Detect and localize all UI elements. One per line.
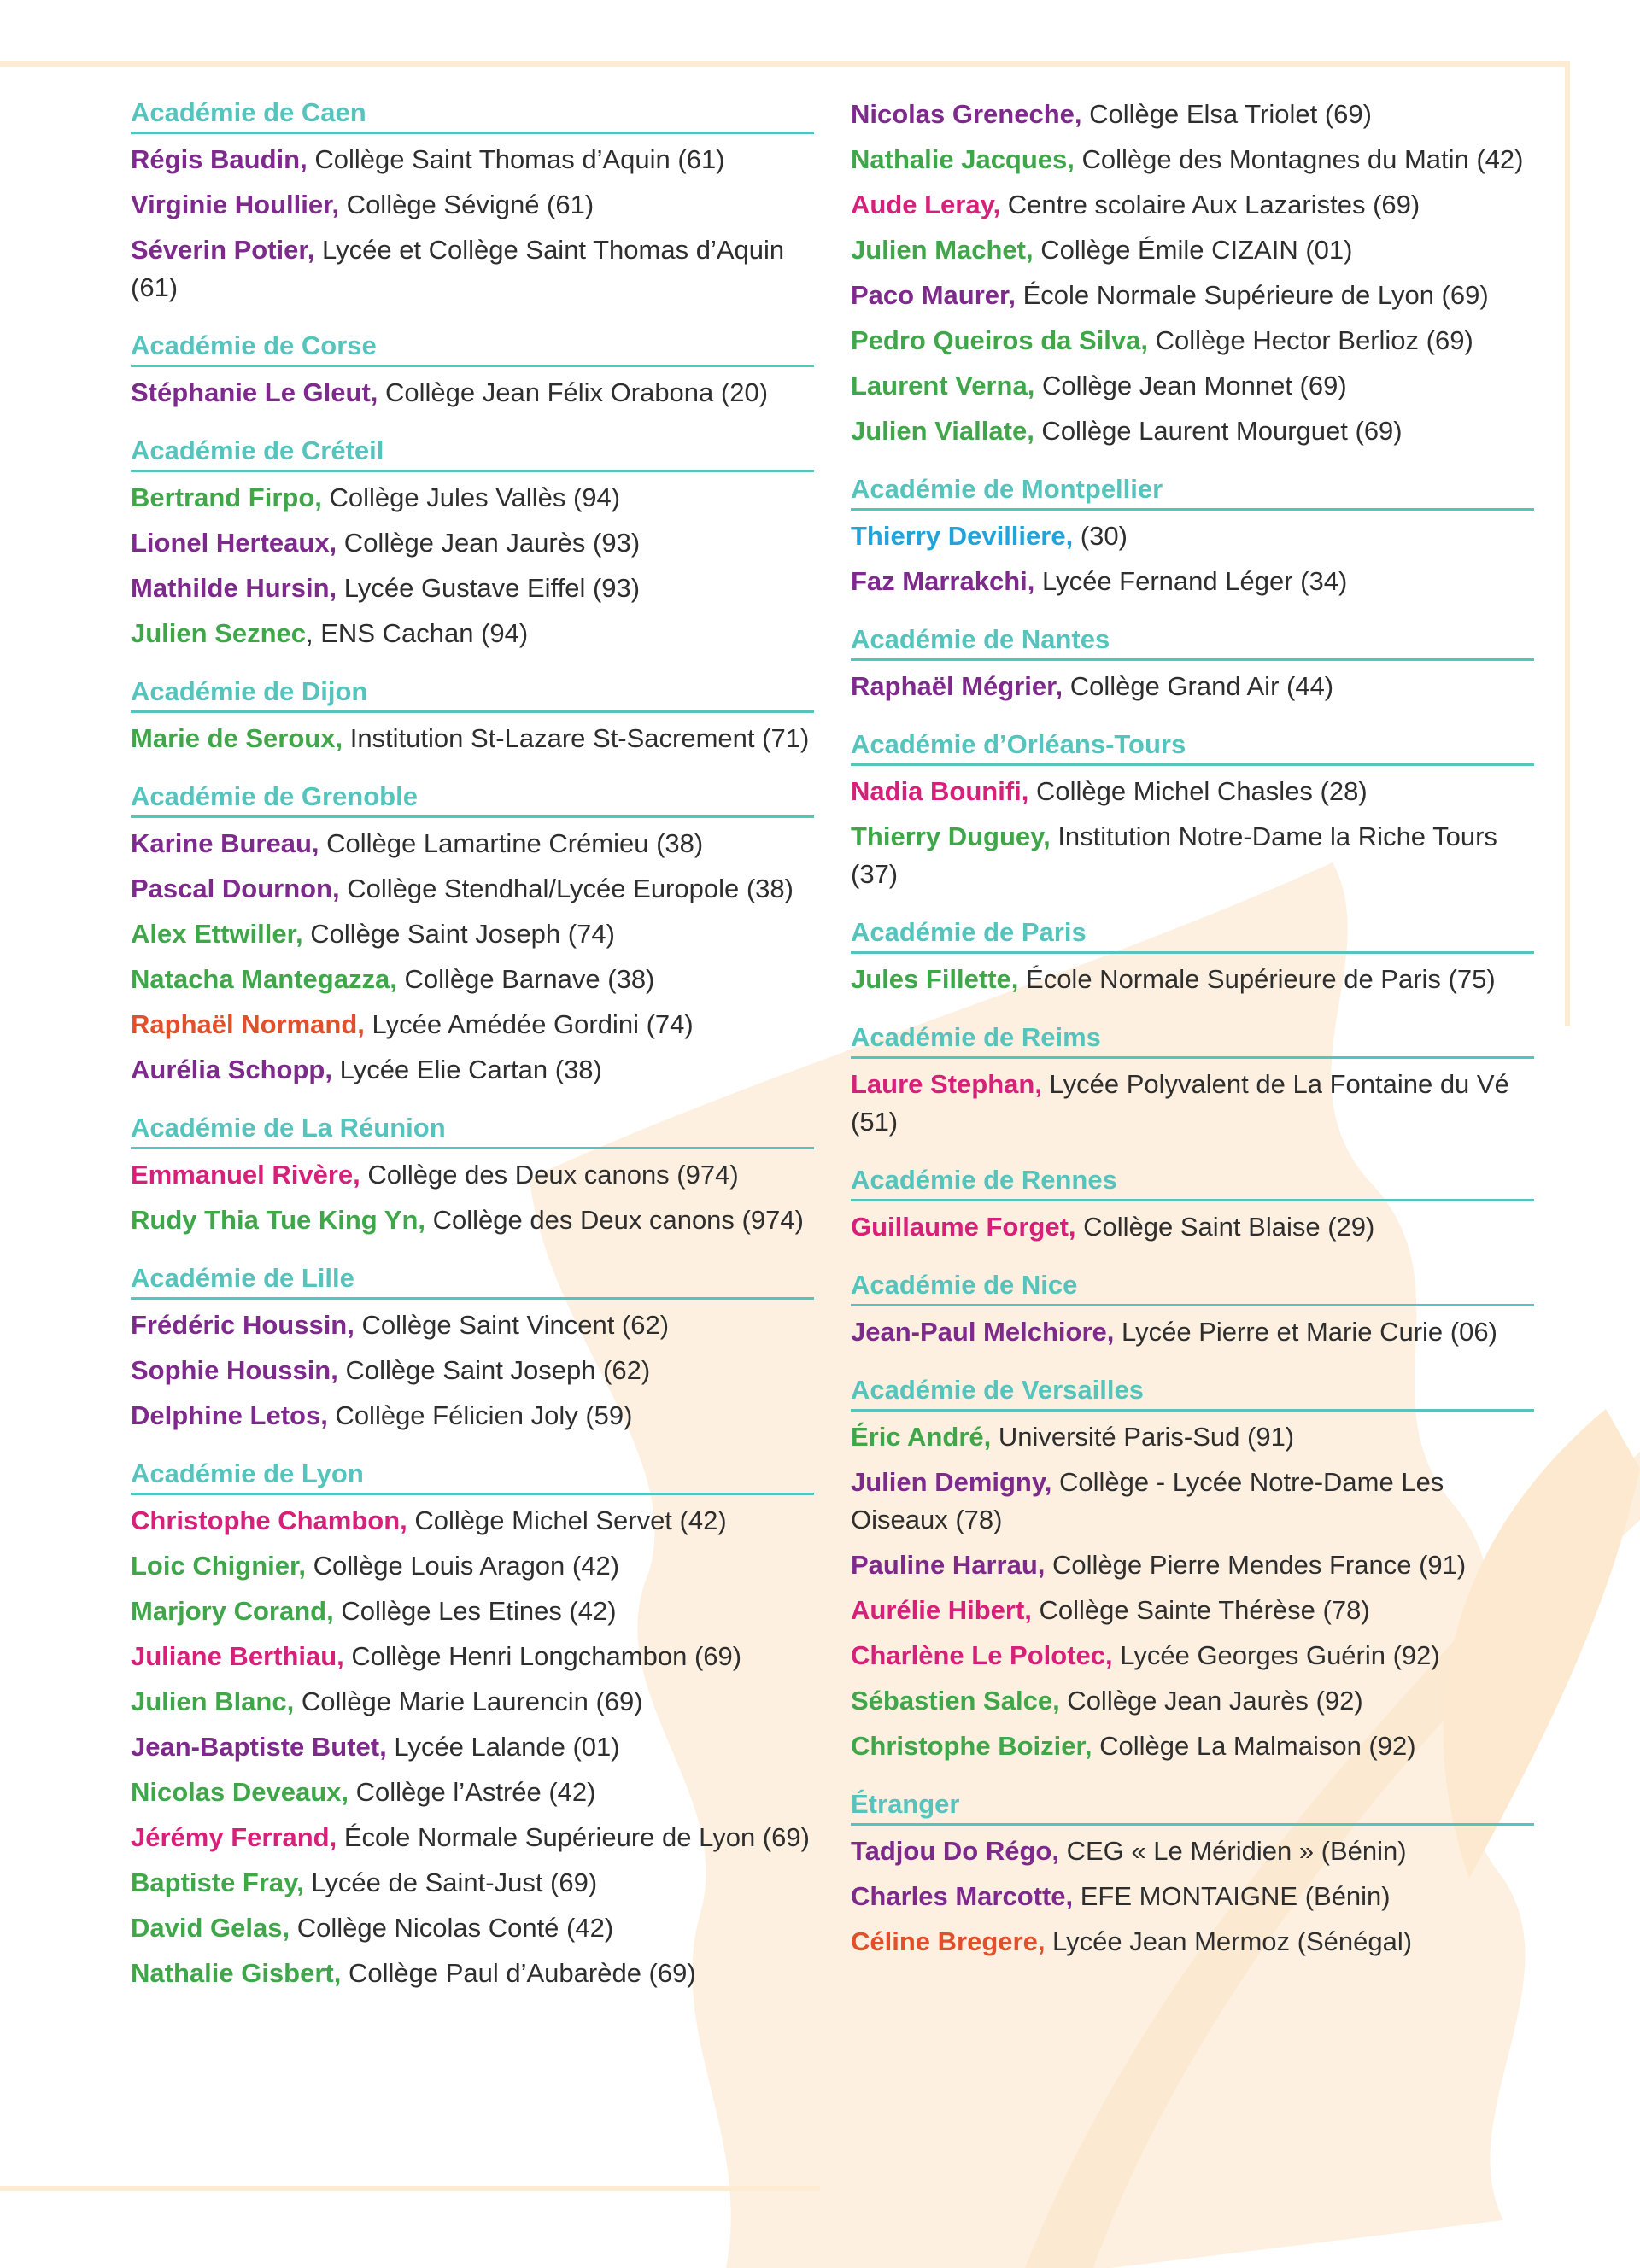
academy-section <box>851 1163 1534 1246</box>
participant-name: Christophe Boizier, <box>851 1731 1092 1761</box>
participant-entry <box>131 479 814 517</box>
participant-name: Charles Marcotte, <box>851 1881 1074 1911</box>
participant-entry <box>851 563 1534 600</box>
participant-entry <box>131 524 814 562</box>
participant-name: Sophie Houssin, <box>131 1355 338 1385</box>
participant-name: Aurélia Schopp, <box>131 1055 332 1084</box>
institution-text: École Normale Supérieure de Lyon (69) <box>337 1822 810 1852</box>
participant-name: Charlène Le Polotec, <box>851 1640 1113 1670</box>
academy-section <box>131 780 814 1089</box>
institution-text: Lycée Fernand Léger (34) <box>1034 566 1348 596</box>
institution-text: Collège des Deux canons (974) <box>360 1160 739 1190</box>
participant-name: Delphine Letos, <box>131 1400 328 1430</box>
institution-text: Lycée et Collège Saint Thomas d’Aquin (61) <box>131 235 785 302</box>
institution-text: École Normale Supérieure de Lyon (69) <box>1015 280 1489 310</box>
participant-name: Laurent Verna, <box>851 371 1035 400</box>
academy-section <box>851 915 1534 998</box>
institution-text: Collège La Malmaison (92) <box>1092 1731 1416 1761</box>
participant-entry <box>131 915 814 953</box>
section-heading: Académie de Créteil <box>131 434 814 472</box>
participant-entry <box>131 374 814 412</box>
institution-text: Collège Hector Berlioz (69) <box>1148 325 1473 355</box>
section-heading: Académie de Nantes <box>851 623 1534 661</box>
participant-entry <box>131 1728 814 1766</box>
institution-text: Université Paris-Sud (91) <box>991 1422 1295 1452</box>
participant-name: Emmanuel Rivère, <box>131 1160 360 1190</box>
participant-entry <box>131 186 814 224</box>
participant-entry <box>851 961 1534 998</box>
institution-text: Collège Jean Monnet (69) <box>1034 371 1347 400</box>
participant-name: Éric André, <box>851 1422 992 1452</box>
institution-text: Collège Sévigné (61) <box>339 190 594 219</box>
participant-entry <box>131 961 814 998</box>
section-heading: Étranger <box>851 1787 1534 1826</box>
participant-name: Christophe Chambon, <box>131 1505 407 1535</box>
section-heading: Académie d’Orléans-Tours <box>851 728 1534 766</box>
left-column <box>131 96 814 2014</box>
institution-text: Collège Sainte Thérèse (78) <box>1031 1595 1370 1625</box>
participant-entry <box>131 1638 814 1675</box>
academy-section <box>131 434 814 652</box>
participant-name: Bertrand Firpo, <box>131 482 322 512</box>
participant-name: Céline Bregere, <box>851 1926 1046 1956</box>
participant-entry <box>131 570 814 607</box>
institution-text: Institution Notre-Dame la Riche Tours (37) <box>851 821 1497 889</box>
participant-name: Guillaume Forget, <box>851 1212 1076 1242</box>
institution-text: Lycée Elie Cartan (38) <box>331 1055 602 1084</box>
institution-text: Collège Félicien Joly (59) <box>327 1400 633 1430</box>
participant-entry <box>851 1727 1534 1765</box>
institution-text: Collège - Lycée Notre-Dame Les Oiseaux (78) <box>851 1467 1444 1534</box>
institution-text: Collège Stendhal/Lycée Europole (38) <box>339 874 794 903</box>
institution-text: Collège des Deux canons (974) <box>425 1205 804 1235</box>
participant-name: Thierry Devilliere, <box>851 521 1074 551</box>
participant-name: Juliane Berthiau, <box>131 1641 344 1671</box>
academy-section <box>851 472 1534 600</box>
participant-entry <box>131 1547 814 1585</box>
participant-entry <box>131 720 814 757</box>
institution-text: Lycée Pierre et Marie Curie (06) <box>1114 1317 1497 1347</box>
participant-name: Jean-Paul Melchiore, <box>851 1317 1115 1347</box>
institution-text: Centre scolaire Aux Lazaristes (69) <box>1000 190 1420 219</box>
participant-name: Julien Seznec <box>131 618 307 648</box>
participant-name: Laure Stephan, <box>851 1069 1042 1099</box>
institution-text: Collège Lamartine Crémieu (38) <box>319 828 704 858</box>
participant-entry <box>851 412 1534 450</box>
institution-text: Collège Barnave (38) <box>396 964 655 994</box>
participant-name: Tadjou Do Régo, <box>851 1836 1059 1866</box>
participant-name: Raphaël Normand, <box>131 1009 365 1039</box>
participant-name: Raphaël Mégrier, <box>851 671 1063 701</box>
participant-entry <box>851 1418 1534 1456</box>
participant-name: Pedro Queiros da Silva, <box>851 325 1149 355</box>
participant-entry <box>851 818 1534 893</box>
institution-text: Lycée Gustave Eiffel (93) <box>337 573 641 603</box>
participant-entry <box>851 96 1534 133</box>
participant-name: Faz Marrakchi, <box>851 566 1035 596</box>
frame-top-border <box>0 61 1570 67</box>
academy-section <box>851 623 1534 705</box>
participant-entry <box>851 231 1534 269</box>
participant-entry <box>851 1923 1534 1961</box>
institution-text: Collège Henri Longchambon (69) <box>343 1641 742 1671</box>
section-heading: Académie de Reims <box>851 1020 1534 1059</box>
participant-entry <box>851 186 1534 224</box>
participant-entry <box>131 870 814 908</box>
academy-section <box>131 675 814 757</box>
participant-name: Paco Maurer, <box>851 280 1016 310</box>
participant-name: Pascal Dournon, <box>131 874 340 903</box>
participant-entry <box>851 1878 1534 1915</box>
participant-name: Pauline Harrau, <box>851 1550 1046 1580</box>
participant-name: Jérémy Ferrand, <box>131 1822 337 1852</box>
institution-text: Collège l’Astrée (42) <box>348 1777 596 1807</box>
section-heading: Académie de Lyon <box>131 1457 814 1495</box>
section-heading: Académie de La Réunion <box>131 1111 814 1149</box>
institution-text: Lycée Lalande (01) <box>386 1732 620 1762</box>
participant-entry <box>851 668 1534 705</box>
participant-entry <box>131 1352 814 1389</box>
participant-entry <box>131 1397 814 1435</box>
participant-entry <box>131 1819 814 1856</box>
participant-name: Nathalie Jacques, <box>851 144 1075 174</box>
section-heading: Académie de Caen <box>131 96 814 134</box>
participant-name: Nathalie Gisbert, <box>131 1958 342 1988</box>
institution-text: (30) <box>1073 521 1128 551</box>
academy-section <box>851 1373 1534 1765</box>
academy-section <box>131 96 814 307</box>
section-heading: Académie de Dijon <box>131 675 814 713</box>
institution-text: Collège Émile CIZAIN (01) <box>1033 235 1353 265</box>
participant-entry <box>131 1502 814 1540</box>
institution-text: Collège Saint Joseph (74) <box>302 919 615 949</box>
participant-entry <box>131 1909 814 1947</box>
participant-entry <box>131 825 814 862</box>
participant-entry <box>851 1464 1534 1539</box>
participant-entry <box>131 231 814 307</box>
participant-entry <box>131 1864 814 1902</box>
participant-entry <box>131 1156 814 1194</box>
institution-text: Collège Les Etines (42) <box>333 1596 617 1626</box>
institution-text: Lycée de Saint-Just (69) <box>303 1868 598 1897</box>
institution-text: Collège Paul d’Aubarède (69) <box>341 1958 696 1988</box>
participant-entry <box>131 615 814 652</box>
institution-text: Lycée Amédée Gordini (74) <box>364 1009 694 1039</box>
participant-entry <box>131 141 814 178</box>
participant-entry <box>851 1592 1534 1629</box>
participant-entry <box>851 1066 1534 1141</box>
participant-name: Nicolas Deveaux, <box>131 1777 349 1807</box>
academy-section <box>851 1268 1534 1351</box>
institution-text: Collège Michel Chasles (28) <box>1028 776 1368 806</box>
participant-name: Séverin Potier, <box>131 235 315 265</box>
participant-entry <box>131 1593 814 1630</box>
academy-section <box>131 1457 814 1992</box>
section-heading: Académie de Rennes <box>851 1163 1534 1201</box>
institution-text: Collège Marie Laurencin (69) <box>294 1686 643 1716</box>
academy-section <box>851 1020 1534 1141</box>
participant-name: Rudy Thia Tue King Yn, <box>131 1205 426 1235</box>
institution-text: Collège Nicolas Conté (42) <box>290 1913 614 1943</box>
participant-name: Nicolas Greneche, <box>851 99 1082 129</box>
section-heading: Académie de Nice <box>851 1268 1534 1306</box>
participant-entry <box>851 367 1534 405</box>
participant-entry <box>851 773 1534 810</box>
participant-entry <box>131 1201 814 1239</box>
participant-name: Karine Bureau, <box>131 828 319 858</box>
academy-section <box>851 728 1534 893</box>
institution-text: Collège Saint Joseph (62) <box>337 1355 651 1385</box>
participant-entry <box>131 1683 814 1721</box>
frame-bottom-border <box>0 2186 820 2191</box>
institution-text: Collège Jean Jaurès (93) <box>337 528 641 558</box>
participant-name: Julien Demigny, <box>851 1467 1052 1497</box>
participant-entry <box>851 1313 1534 1351</box>
participant-entry <box>851 1637 1534 1675</box>
institution-text: Collège Grand Air (44) <box>1063 671 1334 701</box>
institution-text: Collège Pierre Mendes France (91) <box>1045 1550 1467 1580</box>
participant-entry <box>851 1833 1534 1870</box>
participant-entry <box>131 1006 814 1043</box>
section-heading: Académie de Montpellier <box>851 472 1534 511</box>
academy-section <box>851 96 1534 450</box>
participant-entry <box>131 1051 814 1089</box>
participant-name: Natacha Mantegazza, <box>131 964 397 994</box>
participant-name: Nadia Bounifi, <box>851 776 1029 806</box>
institution-text: Collège Jean Jaurès (92) <box>1059 1686 1363 1716</box>
participant-name: Virginie Houllier, <box>131 190 340 219</box>
participant-entry <box>131 1774 814 1811</box>
participant-name: Marjory Corand, <box>131 1596 334 1626</box>
institution-text: Collège Jules Vallès (94) <box>321 482 621 512</box>
institution-text: Collège des Montagnes du Matin (42) <box>1074 144 1524 174</box>
institution-text: Collège Elsa Triolet (69) <box>1081 99 1372 129</box>
section-heading: Académie de Corse <box>131 329 814 367</box>
participant-name: Aurélie Hibert, <box>851 1595 1032 1625</box>
participant-entry <box>851 277 1534 314</box>
section-heading: Académie de Grenoble <box>131 780 814 818</box>
participant-name: Thierry Duguey, <box>851 821 1051 851</box>
institution-text: Lycée Georges Guérin (92) <box>1112 1640 1440 1670</box>
institution-text: Collège Laurent Mourguet (69) <box>1034 416 1403 446</box>
participant-entry <box>851 141 1534 178</box>
institution-text: Collège Saint Vincent (62) <box>354 1310 670 1340</box>
institution-text: Collège Michel Servet (42) <box>407 1505 727 1535</box>
academy-section <box>131 1111 814 1239</box>
participant-name: Baptiste Fray, <box>131 1868 304 1897</box>
institution-text: Collège Louis Aragon (42) <box>305 1551 620 1581</box>
section-heading: Académie de Lille <box>131 1261 814 1300</box>
participant-entry <box>851 1682 1534 1720</box>
participant-name: Julien Machet, <box>851 235 1034 265</box>
participant-entry <box>851 1208 1534 1246</box>
right-column <box>851 96 1534 1983</box>
participant-name: Jean-Baptiste Butet, <box>131 1732 387 1762</box>
participant-name: Régis Baudin, <box>131 144 308 174</box>
participant-name: Mathilde Hursin, <box>131 573 337 603</box>
participant-name: Loic Chignier, <box>131 1551 306 1581</box>
participant-name: Lionel Herteaux, <box>131 528 337 558</box>
institution-text: Collège Jean Félix Orabona (20) <box>378 377 769 407</box>
participant-entry <box>131 1955 814 1992</box>
institution-text: CEG « Le Méridien » (Bénin) <box>1058 1836 1407 1866</box>
institution-text: , ENS Cachan (94) <box>306 618 529 648</box>
participant-name: Sébastien Salce, <box>851 1686 1060 1716</box>
frame-right-border <box>1565 61 1570 1026</box>
section-heading: Académie de Paris <box>851 915 1534 954</box>
participant-name: Frédéric Houssin, <box>131 1310 354 1340</box>
institution-text: Collège Saint Thomas d’Aquin (61) <box>307 144 725 174</box>
participant-name: Jules Fillette, <box>851 964 1019 994</box>
participant-entry <box>851 322 1534 359</box>
participant-name: Alex Ettwiller, <box>131 919 303 949</box>
section-heading: Académie de Versailles <box>851 1373 1534 1412</box>
academy-section <box>851 1787 1534 1961</box>
institution-text: Collège Saint Blaise (29) <box>1075 1212 1375 1242</box>
participant-name: David Gelas, <box>131 1913 290 1943</box>
institution-text: EFE MONTAIGNE (Bénin) <box>1073 1881 1391 1911</box>
participant-name: Marie de Seroux, <box>131 723 343 753</box>
participant-name: Julien Viallate, <box>851 416 1034 446</box>
academy-section <box>131 329 814 412</box>
participant-entry <box>851 517 1534 555</box>
participant-entry <box>131 1306 814 1344</box>
institution-text: Lycée Polyvalent de La Fontaine du Vé (51) <box>851 1069 1509 1137</box>
institution-text: Lycée Jean Mermoz (Sénégal) <box>1045 1926 1413 1956</box>
institution-text: École Normale Supérieure de Paris (75) <box>1018 964 1496 994</box>
academy-section <box>131 1261 814 1435</box>
participant-name: Julien Blanc, <box>131 1686 295 1716</box>
participant-name: Stéphanie Le Gleut, <box>131 377 378 407</box>
participant-entry <box>851 1546 1534 1584</box>
participant-name: Aude Leray, <box>851 190 1001 219</box>
institution-text: Institution St-Lazare St-Sacrement (71) <box>343 723 810 753</box>
